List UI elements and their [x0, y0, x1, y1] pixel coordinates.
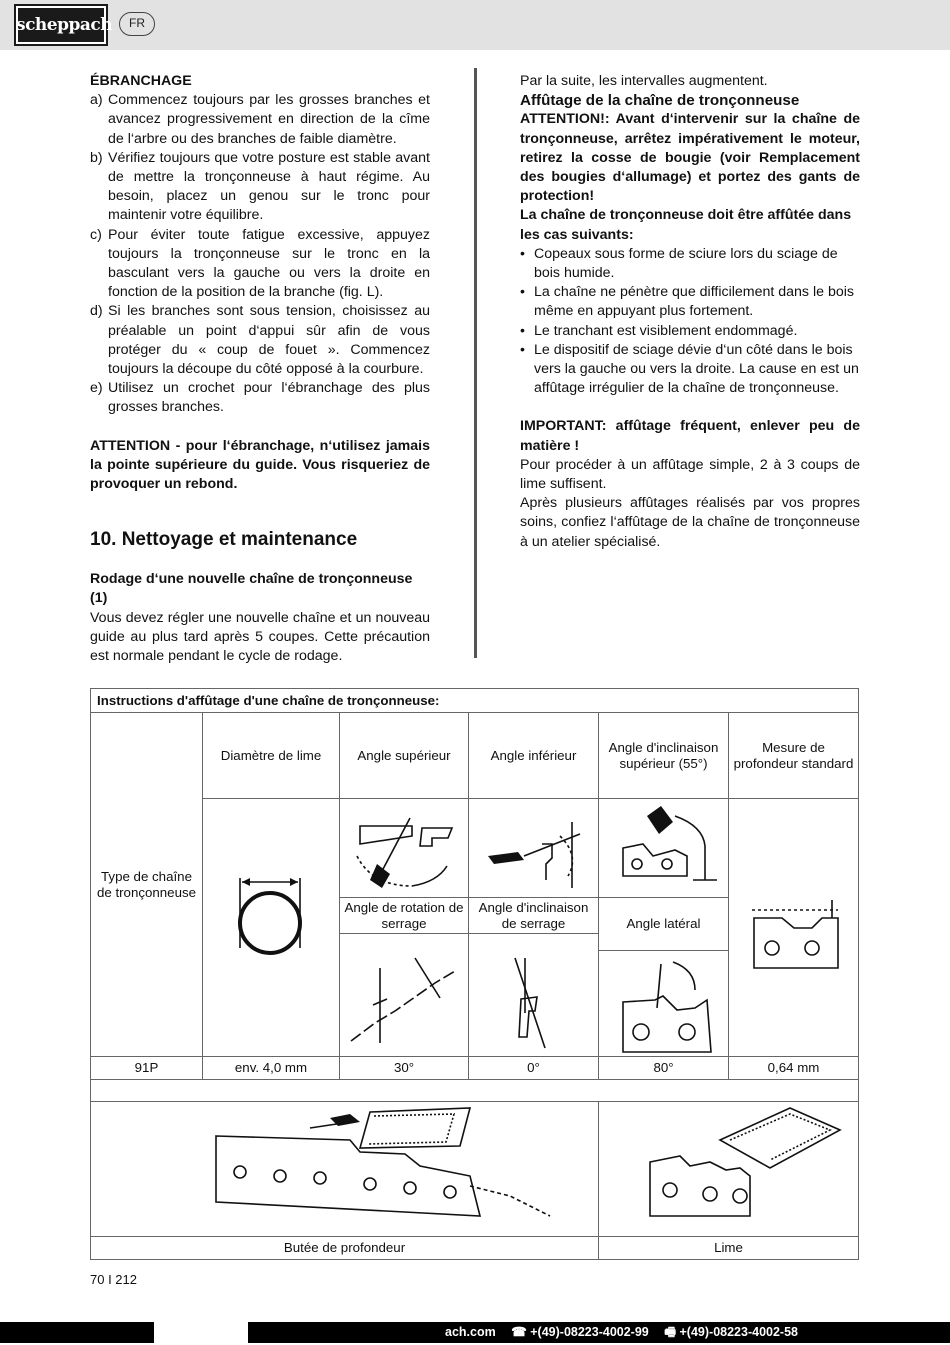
footer-phone[interactable]: ☎ +(49)-08223-4002-99 — [511, 1325, 649, 1339]
list-text: Utilisez un crochet pour l‘ébranchage des plus grosses branches. — [108, 380, 430, 416]
header-bottom-angle: Angle inférieur — [468, 712, 599, 799]
footer-website[interactable]: ach.com — [445, 1325, 496, 1339]
list-item — [90, 91, 430, 149]
depth-gauge-drawing — [742, 898, 852, 988]
row-header-chain-type: Type de chaîne de tronçonneuse — [90, 712, 203, 1057]
brand-logo[interactable]: scheppach — [14, 4, 108, 46]
list-text: Le tranchant est visiblement endommagé. — [534, 322, 798, 339]
list-item — [520, 245, 860, 283]
important-note — [520, 417, 860, 455]
ebranchage-list — [90, 91, 430, 417]
list-text: Copeaux sous forme de sciure lors du sciage de bois humide. — [534, 245, 838, 282]
list-marker: c) — [90, 226, 102, 243]
list-item — [520, 322, 860, 341]
ebranchage-attention: ATTENTION - pour l‘ébranchage, n‘utilisez jamais la pointe supérieure du guide. Vous risqueriez de provoquer un rebond. — [90, 437, 430, 493]
bullet: • — [520, 322, 525, 339]
file-drawing — [630, 1106, 850, 1231]
list-item — [90, 149, 430, 226]
list-marker: e) — [90, 380, 103, 397]
value-depth: 0,64 mm — [728, 1056, 859, 1080]
header-bar — [0, 0, 950, 50]
value-top-angle: 30° — [339, 1056, 469, 1080]
file-diameter-drawing — [220, 868, 320, 988]
rodage-text: Vous devez régler une nouvelle chaîne et un nouveau guide au plus tard après 5 coupes. Cette précaution est normale pendant le cycle de rodage. — [90, 609, 430, 665]
bullet: • — [520, 245, 525, 262]
list-marker: a) — [90, 92, 103, 109]
value-file-diameter: env. 4,0 mm — [202, 1056, 340, 1080]
header-file-diameter: Diamètre de lime — [202, 712, 340, 799]
important-text: : affûtage fréquent, enlever peu de matière ! — [520, 418, 860, 454]
section-title: 10. Nettoyage et maintenance — [90, 529, 358, 551]
subheader-rotation-angle: Angle de rotation de serrage — [339, 897, 469, 934]
footer-contact — [445, 1322, 798, 1343]
right-column — [520, 72, 860, 552]
list-item — [90, 302, 430, 379]
language-badge: FR — [119, 12, 155, 36]
ebranchage-title: ÉBRANCHAGE — [90, 73, 192, 89]
list-marker: b) — [90, 149, 103, 166]
list-marker: d) — [90, 303, 103, 320]
tilt-angle-drawing — [613, 806, 723, 891]
list-text: La chaîne ne pénètre que difficilement dans le bois même en appuyant plus fortement. — [534, 284, 854, 320]
header-top-tilt-angle: Angle d'inclinaison supérieur (55°) — [598, 712, 729, 799]
affutage-attention: ATTENTION!: Avant d‘intervenir sur la chaîne de tronçonneuse, arrêtez impérativement le moteur, retirez la cosse de bougie (voir Remplacement des bougies d‘allumage) et portez des gants de protection! — [520, 111, 860, 205]
list-item — [520, 283, 860, 321]
sharpening-table — [90, 688, 859, 1260]
header-depth-standard: Mesure de profondeur standard — [728, 712, 859, 799]
depth-stop-drawing — [210, 1106, 590, 1231]
list-text: Le dispositif de sciage dévie d‘un côté dans le bois vers la gauche ou vers la droite. La cause en est un affûtage irrégulier de la chaîne de tronçonneuse. — [534, 341, 859, 397]
page-number: 70 I 212 — [90, 1272, 137, 1287]
bullet: • — [520, 341, 525, 358]
list-text: Si les branches sont sous tension, choisissez au préalable un point d‘appui sûr afin de vous protéger du « coup de fouet ». Commencez toujours la découpe du côté opposé à la courbure. — [108, 303, 430, 378]
list-text: Commencez toujours par les grosses branches et avancez progressivement en direction de la cîme de l‘arbre ou des branches de faible diamètre. — [108, 92, 430, 147]
subheader-side-angle: Angle latéral — [598, 897, 729, 951]
important-label: IMPORTANT — [520, 418, 602, 435]
intro-text: Par la suite, les intervalles augmentent. — [520, 73, 768, 89]
value-tilt-angle: 80° — [598, 1056, 729, 1080]
paragraph: Après plusieurs affûtages réalisés par vos propres soins, confiez l‘affûtage de la chaîne de tronçonneuse à un atelier spécialisé. — [520, 495, 860, 550]
bottom-angle-drawing — [480, 816, 590, 896]
rodage-title: Rodage d‘une nouvelle chaîne de tronçonneuse (1) — [90, 571, 413, 607]
subheader-clamp-tilt-angle: Angle d'inclinaison de serrage — [468, 897, 599, 934]
cases-title: La chaîne de tronçonneuse doit être affûtée dans les cas suivants: — [520, 207, 852, 243]
bullet: • — [520, 284, 525, 301]
side-angle-drawing — [615, 960, 725, 1055]
paragraph: Pour procéder à un affûtage simple, 2 à 3 coups de lime suffisent. — [520, 456, 860, 493]
list-item — [520, 341, 860, 399]
footer-bar — [0, 1322, 950, 1343]
list-item — [90, 379, 430, 417]
clamp-tilt-drawing — [495, 953, 575, 1053]
label-depth-stop: Butée de profondeur — [90, 1236, 599, 1260]
list-text: Vérifiez toujours que votre posture est stable avant de mettre la tronçonneuse à haut régime. Au besoin, placez un genou sur le tronc pour maintenir votre équilibre. — [108, 149, 430, 224]
column-divider — [474, 68, 477, 658]
affutage-title: Affûtage de la chaîne de tronçonneuse — [520, 92, 800, 110]
rotation-angle-drawing — [345, 953, 465, 1053]
value-bottom-angle: 0° — [468, 1056, 599, 1080]
list-item — [90, 226, 430, 303]
list-text: Pour éviter toute fatigue excessive, appuyez toujours la tronçonneuse sur le tronc en la basculant vers la gauche ou vers la droite en fonction de la position de la branche (fig. L). — [108, 226, 430, 301]
value-chain-type: 91P — [90, 1056, 203, 1080]
top-angle-drawing — [352, 816, 462, 896]
footer-fax[interactable]: 🖷 +(49)-08223-4002-58 — [664, 1325, 798, 1339]
header-top-angle: Angle supérieur — [339, 712, 469, 799]
table-title: Instructions d'affûtage d'une chaîne de tronçonneuse: — [90, 688, 859, 713]
left-column — [90, 72, 430, 666]
table-spacer-row — [90, 1079, 859, 1102]
label-file: Lime — [598, 1236, 859, 1260]
cases-list — [520, 245, 860, 399]
